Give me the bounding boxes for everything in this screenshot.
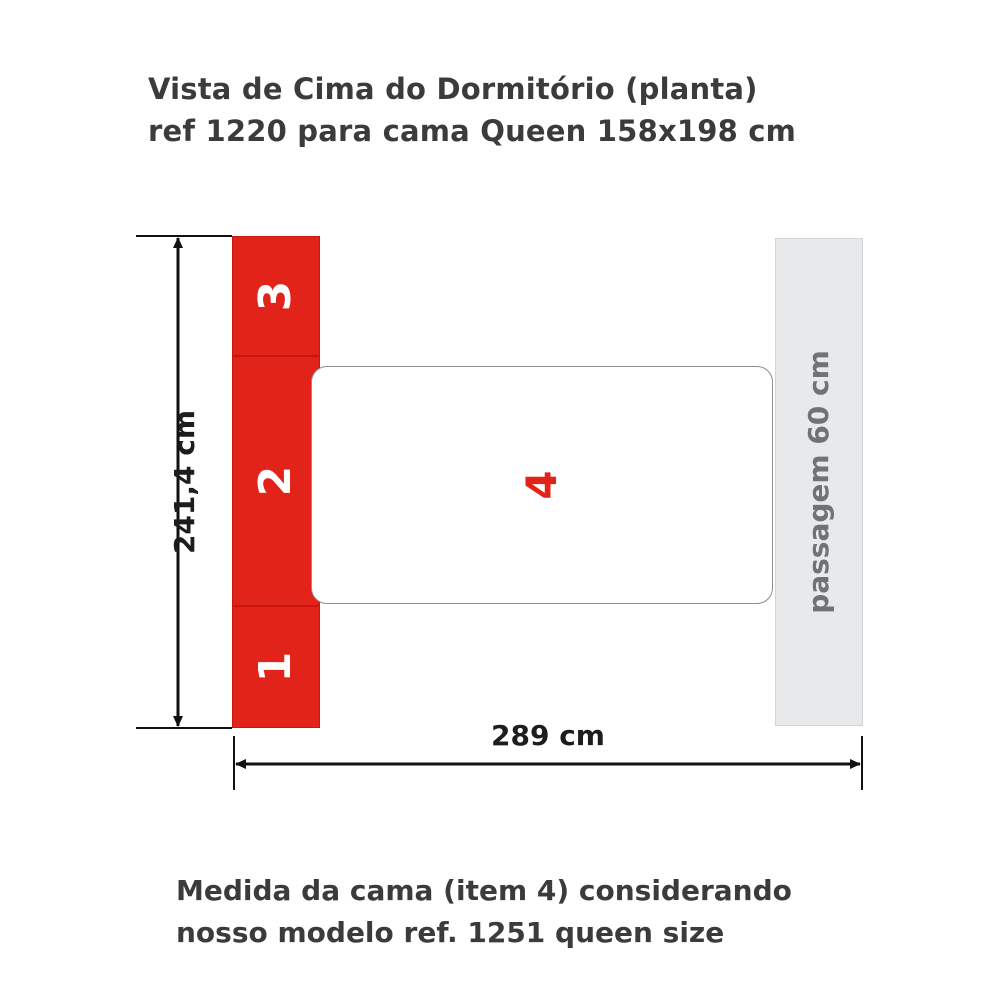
diagram-title-line-2: ref 1220 para cama Queen 158x198 cm (148, 114, 797, 149)
bed-label: 4 (517, 470, 566, 500)
horizontal-dimension-label: 289 cm (491, 719, 605, 752)
wardrobe-module-1 (232, 606, 320, 728)
passage-strip (775, 238, 863, 726)
module-3-label: 3 (250, 280, 301, 312)
diagram-title-line-1: Vista de Cima do Dormitório (planta) (148, 72, 758, 106)
diagram-footer-line-2: nosso modelo ref. 1251 queen size (176, 916, 725, 949)
bed-outline-item-4 (311, 366, 773, 604)
diagram-footer-line-1: Medida da cama (item 4) considerando (176, 874, 792, 907)
diagram-footer-note (176, 870, 956, 954)
module-2-label: 2 (250, 465, 301, 497)
wardrobe-module-2 (232, 356, 320, 606)
wardrobe-module-3 (232, 236, 320, 356)
passage-label: passagem 60 cm (802, 350, 835, 614)
vertical-dimension-label: 241,4 cm (168, 409, 201, 555)
module-1-label: 1 (250, 651, 301, 683)
